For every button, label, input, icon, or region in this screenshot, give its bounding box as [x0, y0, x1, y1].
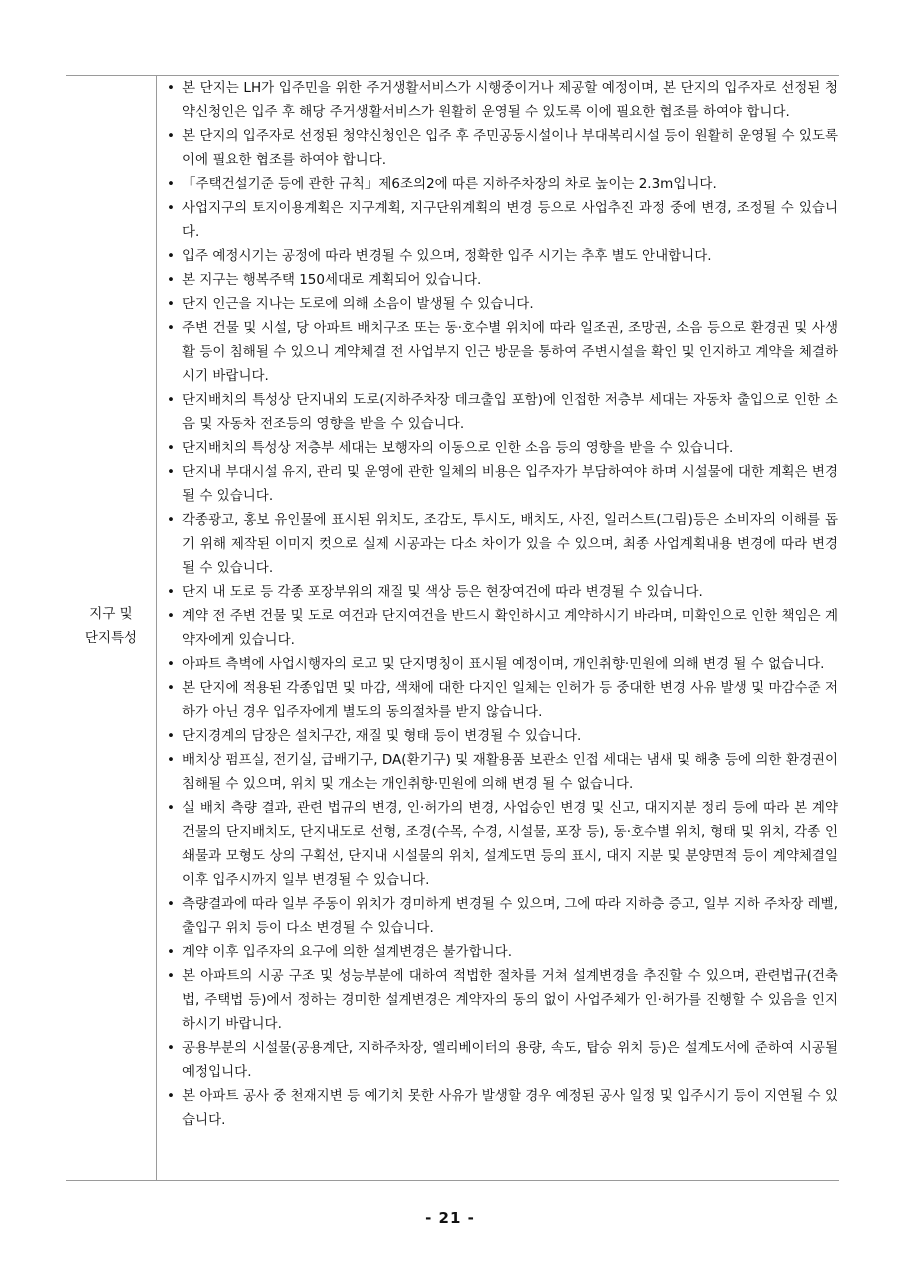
note-text: 주변 건물 및 시설, 당 아파트 배치구조 또는 동·호수별 위치에 따라 일조권, 조망권, 소음 등으로 환경권 및 사생활 등이 침해될 수 있으니 계약체결 전 사업부지 인근 방문을 통하여 주변시설을 확인 및 인지하고 계약을 체결하시기 바랍니다.	[182, 320, 838, 384]
note-text: 배치상 펌프실, 전기실, 급배기구, DA(환기구) 및 재활용품 보관소 인접 세대는 냄새 및 해충 등에 의한 환경권이 침해될 수 있으며, 위치 및 개소는 개인취향·민원에 의해 변경 될 수 없습니다.	[182, 752, 838, 792]
note-item	[166, 796, 838, 892]
note-text: 단지배치의 특성상 단지내외 도로(지하주차장 데크출입 포함)에 인접한 저층부 세대는 자동차 출입으로 인한 소음 및 자동차 전조등의 영향을 받을 수 있습니다.	[182, 392, 838, 432]
note-item	[166, 652, 838, 676]
bullet-icon: •	[167, 608, 175, 624]
section-label-cell	[66, 76, 157, 1180]
note-item	[166, 724, 838, 748]
bullet-icon: •	[167, 320, 175, 336]
note-item	[166, 196, 838, 244]
note-text: 「주택건설기준 등에 관한 규칙」제6조의2에 따른 지하주차장의 차로 높이는 2.3m입니다.	[182, 176, 717, 192]
bullet-icon: •	[167, 1040, 175, 1056]
note-text: 단지 인근을 지나는 도로에 의해 소음이 발생될 수 있습니다.	[182, 296, 534, 312]
bullet-icon: •	[167, 1088, 175, 1104]
note-item	[166, 1084, 838, 1132]
notes-cell	[166, 76, 838, 1132]
note-text: 본 지구는 행복주택 150세대로 계획되어 있습니다.	[182, 272, 482, 288]
note-item	[166, 436, 838, 460]
bullet-icon: •	[167, 944, 175, 960]
notes-list	[166, 76, 838, 1132]
note-item	[166, 748, 838, 796]
note-item	[166, 460, 838, 508]
bullet-icon: •	[167, 512, 175, 528]
note-text: 본 단지에 적용된 각종입면 및 마감, 색채에 대한 다지인 일체는 인허가 등 중대한 변경 사유 발생 및 마감수준 저하가 아닌 경우 입주자에게 별도의 동의절차를 받지 않습니다.	[182, 680, 838, 720]
bullet-icon: •	[167, 896, 175, 912]
bullet-icon: •	[167, 176, 175, 192]
note-item	[166, 940, 838, 964]
bullet-icon: •	[167, 968, 175, 984]
note-text: 아파트 측벽에 사업시행자의 로고 및 단지명칭이 표시될 예정이며, 개인취향·민원에 의해 변경 될 수 없습니다.	[182, 656, 825, 672]
bullet-icon: •	[167, 464, 175, 480]
section-label-line: 단지특성	[84, 630, 138, 646]
section-label-line: 지구 및	[89, 606, 133, 622]
note-text: 사업지구의 토지이용계획은 지구계획, 지구단위계획의 변경 등으로 사업추진 과정 중에 변경, 조정될 수 있습니다.	[182, 200, 838, 240]
note-text: 입주 예정시기는 공정에 따라 변경될 수 있으며, 정확한 입주 시기는 추후 별도 안내합니다.	[182, 248, 712, 264]
note-text: 본 아파트 공사 중 천재지변 등 예기치 못한 사유가 발생할 경우 예정된 공사 일정 및 입주시기 등이 지연될 수 있습니다.	[182, 1088, 838, 1128]
note-text: 계약 이후 입주자의 요구에 의한 설계변경은 불가합니다.	[182, 944, 512, 960]
bullet-icon: •	[167, 200, 175, 216]
note-item	[166, 124, 838, 172]
bullet-icon: •	[167, 728, 175, 744]
note-text: 단지 내 도로 등 각종 포장부위의 재질 및 색상 등은 현장여건에 따라 변경될 수 있습니다.	[182, 584, 703, 600]
note-text: 본 아파트의 시공 구조 및 성능부분에 대하여 적법한 절차를 거쳐 설계변경을 추진할 수 있으며, 관련법규(건축법, 주택법 등)에서 정하는 경미한 설계변경은 계약자의 동의 없이 사업주체가 인·허가를 진행할 수 있음을 인지 하시기 바랍니다.	[182, 968, 838, 1032]
bullet-icon: •	[167, 80, 175, 96]
note-text: 공용부분의 시설물(공용계단, 지하주차장, 엘리베이터의 용량, 속도, 탑승 위치 등)은 설계도서에 준하여 시공될 예정입니다.	[182, 1040, 838, 1080]
note-item	[166, 604, 838, 652]
note-item	[166, 316, 838, 388]
note-item	[166, 172, 838, 196]
note-item	[166, 292, 838, 316]
note-item	[166, 892, 838, 940]
section-label	[66, 602, 156, 650]
note-text: 본 단지의 입주자로 선정된 청약신청인은 입주 후 주민공동시설이나 부대복리시설 등이 원활히 운영될 수 있도록 이에 필요한 협조를 하여야 합니다.	[182, 128, 838, 168]
page-number: - 21 -	[425, 1209, 475, 1227]
note-item	[166, 508, 838, 580]
note-item	[166, 964, 838, 1036]
note-text: 단지경계의 담장은 설치구간, 재질 및 형태 등이 변경될 수 있습니다.	[182, 728, 582, 744]
note-item	[166, 676, 838, 724]
bullet-icon: •	[167, 440, 175, 456]
note-item	[166, 580, 838, 604]
note-item	[166, 268, 838, 292]
bullet-icon: •	[167, 248, 175, 264]
note-item	[166, 76, 838, 124]
note-text: 단지배치의 특성상 저층부 세대는 보행자의 이동으로 인한 소음 등의 영향을 받을 수 있습니다.	[182, 440, 734, 456]
note-text: 각종광고, 홍보 유인물에 표시된 위치도, 조감도, 투시도, 배치도, 사진, 일러스트(그림)등은 소비자의 이해를 돕기 위해 제작된 이미지 컷으로 실제 시공과는 다소 차이가 있을 수 있으며, 최종 사업계획내용 변경에 따라 변경될 수 있습니다.	[182, 512, 838, 576]
bullet-icon: •	[167, 296, 175, 312]
notice-table	[66, 75, 839, 1181]
note-text: 계약 전 주변 건물 및 도로 여건과 단지여건을 반드시 확인하시고 계약하시기 바라며, 미확인으로 인한 책임은 계약자에게 있습니다.	[182, 608, 838, 648]
note-text: 본 단지는 LH가 입주민을 위한 주거생활서비스가 시행중이거나 제공할 예정이며, 본 단지의 입주자로 선정된 청약신청인은 입주 후 해당 주거생활서비스가 원활히 운영될 수 있도록 이에 필요한 협조를 하여야 합니다.	[182, 80, 838, 120]
bullet-icon: •	[167, 656, 175, 672]
bullet-icon: •	[167, 392, 175, 408]
bullet-icon: •	[167, 680, 175, 696]
note-text: 실 배치 측량 결과, 관련 법규의 변경, 인·허가의 변경, 사업승인 변경 및 신고, 대지지분 정리 등에 따라 본 계약 건물의 단지배치도, 단지내도로 선형, 조경(수목, 수경, 시설물, 포장 등), 동·호수별 위치, 형태 및 위치, 각종 인쇄물과 모형도 상의 구획선, 단지내 시설물의 위치, 설계도면 등의 표시, 대지 지분 및 분양면적 등이 계약체결일 이후 입주시까지 일부 변경될 수 있습니다.	[182, 800, 838, 888]
bullet-icon: •	[167, 584, 175, 600]
bullet-icon: •	[167, 800, 175, 816]
note-text: 단지내 부대시설 유지, 관리 및 운영에 관한 일체의 비용은 입주자가 부담하여야 하며 시설물에 대한 계획은 변경될 수 있습니다.	[182, 464, 838, 504]
note-item	[166, 244, 838, 268]
bullet-icon: •	[167, 752, 175, 768]
bullet-icon: •	[167, 128, 175, 144]
note-text: 측량결과에 따라 일부 주동이 위치가 경미하게 변경될 수 있으며, 그에 따라 지하층 증고, 일부 지하 주차장 레벨, 출입구 위치 등이 다소 변경될 수 있습니다.	[182, 896, 838, 936]
bullet-icon: •	[167, 272, 175, 288]
note-item	[166, 1036, 838, 1084]
note-item	[166, 388, 838, 436]
